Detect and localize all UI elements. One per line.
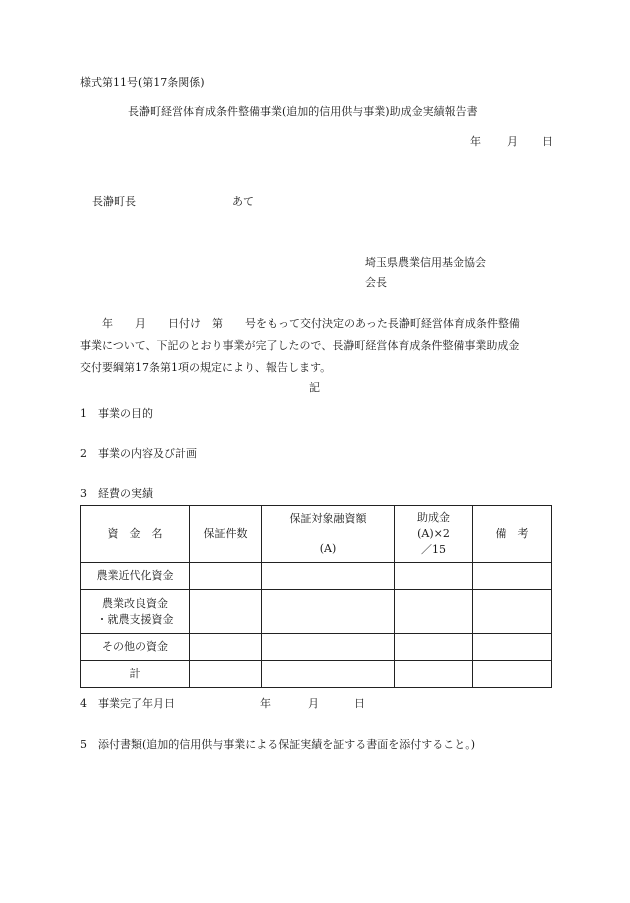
sender-title: 会長 bbox=[365, 276, 387, 289]
header-guarantee-amount-sub: (A) bbox=[319, 542, 337, 555]
table-cell bbox=[190, 661, 262, 688]
body-paragraph bbox=[80, 313, 560, 379]
row-label-modernization: 農業近代化資金 bbox=[81, 563, 190, 590]
header-fund-name: 資 金 名 bbox=[81, 506, 190, 563]
row-label-other: その他の資金 bbox=[81, 634, 190, 661]
table-cell bbox=[473, 590, 552, 634]
table-cell bbox=[395, 563, 473, 590]
table-row bbox=[81, 634, 552, 661]
header-guarantee-amount-label: 保証対象融資額 bbox=[289, 512, 367, 525]
table-header-row bbox=[81, 506, 552, 563]
date-day: 日 bbox=[542, 135, 553, 148]
form-number: 様式第11号(第17条関係) bbox=[80, 76, 205, 89]
cost-table bbox=[80, 505, 552, 688]
row-label-total: 計 bbox=[81, 661, 190, 688]
date-month: 月 bbox=[507, 135, 518, 148]
header-remarks: 備 考 bbox=[473, 506, 552, 563]
table-cell bbox=[395, 634, 473, 661]
addressee-name: 長瀞町長 bbox=[92, 195, 136, 208]
table-row bbox=[81, 590, 552, 634]
table-cell bbox=[473, 661, 552, 688]
section-4-day: 日 bbox=[354, 697, 365, 710]
table-row bbox=[81, 563, 552, 590]
section-5: 5 添付書類(追加的信用供与事業による保証実績を証する書面を添付すること。) bbox=[80, 738, 476, 751]
document-title: 長瀞町経営体育成条件整備事業(追加的信用供与事業)助成金実績報告書 bbox=[128, 105, 478, 118]
header-guarantee-amount bbox=[262, 506, 395, 563]
body-line-1: 年 月 日付け 第 号をもって交付決定のあった長瀞町経営体育成条件整備 bbox=[80, 317, 520, 330]
body-line-3: 交付要綱第17条第1項の規定により、報告します。 bbox=[80, 361, 332, 374]
row-label-improvement-l1: 農業改良資金 bbox=[102, 596, 168, 610]
section-1: 1 事業の目的 bbox=[80, 407, 153, 420]
table-row bbox=[81, 661, 552, 688]
table-cell bbox=[190, 563, 262, 590]
section-3: 3 経費の実績 bbox=[80, 487, 153, 500]
header-subsidy-l2: (A)×2 bbox=[417, 527, 450, 540]
table-cell bbox=[190, 634, 262, 661]
row-label-improvement-l2: ・就農支援資金 bbox=[96, 612, 174, 626]
header-subsidy-l1: 助成金 bbox=[417, 511, 450, 524]
row-label-improvement bbox=[81, 590, 190, 634]
table-cell bbox=[473, 634, 552, 661]
addressee-suffix: あて bbox=[232, 195, 254, 208]
header-guarantee-count: 保証件数 bbox=[190, 506, 262, 563]
table-cell bbox=[262, 590, 395, 634]
sender-org: 埼玉県農業信用基金協会 bbox=[365, 256, 486, 269]
ki-heading: 記 bbox=[309, 381, 320, 394]
table-cell bbox=[395, 590, 473, 634]
section-4-year: 年 bbox=[260, 697, 271, 710]
section-2: 2 事業の内容及び計画 bbox=[80, 447, 197, 460]
body-line-2: 事業について、下記のとおり事業が完了したので、長瀞町経営体育成条件整備事業助成金 bbox=[80, 339, 520, 352]
table-cell bbox=[262, 634, 395, 661]
table-cell bbox=[395, 661, 473, 688]
table-cell bbox=[190, 590, 262, 634]
header-subsidy-l3: ／15 bbox=[421, 543, 446, 556]
table-cell bbox=[473, 563, 552, 590]
section-4-month: 月 bbox=[308, 697, 319, 710]
header-subsidy bbox=[395, 506, 473, 563]
table-cell bbox=[262, 563, 395, 590]
section-4-label: 4 事業完了年月日 bbox=[80, 697, 175, 710]
date-year: 年 bbox=[470, 135, 481, 148]
table-cell bbox=[262, 661, 395, 688]
